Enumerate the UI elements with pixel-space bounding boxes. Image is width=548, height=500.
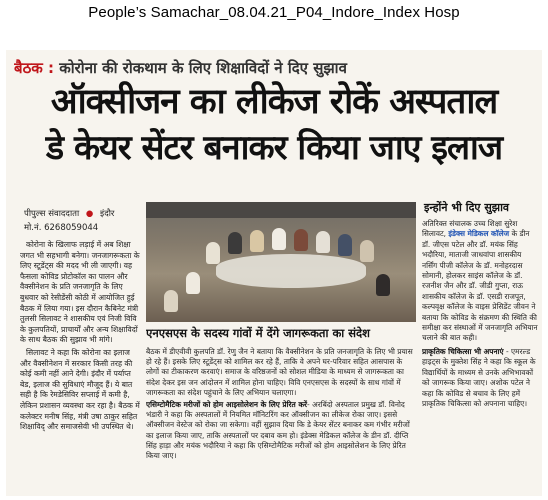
left-paragraph: कोरोना के खिलाफ लड़ाई में अब शिक्षा जगत भी सहभागी बनेगा। जनजागरूकता के लिए स्टूडेंट्स की मदद भी ली जाएगी। वह फैसला कोविड प्रोटोकॉल का पालन और वैक्सीनेशन के प्रति जनजागृति के लिए बुधवार को रेसीडेंसी कोठी में आयोजित हुई बैठक में लिया गया। इस दौरान कैबिनेट मंत्री तुलसी सिलावट ने शासकीय एवं निजी विवि के कुलपतियों, प्राचार्यों और अन्य शिक्षाविदों के साथ बैठक की सुझाव भी मांगे। <box>20 240 140 345</box>
photo-person <box>360 240 374 262</box>
photo-person <box>272 228 286 250</box>
byline <box>24 208 114 219</box>
photo-person <box>206 242 220 264</box>
photo-person <box>376 274 390 296</box>
headline-line-2: डे केयर सेंटर बनाकर किया जाए इलाज <box>45 128 503 168</box>
photo-person <box>316 231 330 253</box>
middle-paragraph-2 <box>146 400 416 461</box>
middle-column <box>146 347 416 493</box>
inline-text: - अरबिंदो अस्पताल प्रमुख डॉ. विनोद भंडारी ने कहा कि अस्पतालों में नियमित मॉनिटरिंग कर ऑक्सीजन का लीकेज रोका जाए। इससे ऑक्सीजन वेस्टेज को रोका जा सकेगा। वहीं सुझाव दिया कि डे केयर सेंटर बनाकर कम गंभीर मरीजों का इलाज किया जाए, ताकि अस्पतालों पर दबाव कम हो। इंडेक्स मेडिकल कॉलेज के डीन डॉ. दीप्ति सिंह हाड़ा और मयंक भदौरिया ने कहा कि एसिम्टोमैटिक मरीजों को होम आइसोलेशन के लिए प्रेरित किया जाए। <box>146 400 410 461</box>
sidebar-text: - एमरल्ड हाइट्स के मुक्तेश सिंह ने कहा कि स्कूल के विद्यार्थियों के माध्यम से उनके अभिभावकों को जागरूक किया जाए। अशोक पटेल ने कहा कि कोविड से बचाव के लिए हमें प्राकृतिक चिकित्सा को अपनाना चाहिए। <box>422 346 536 408</box>
meeting-photo <box>146 202 416 322</box>
photo-backdrop <box>146 202 416 218</box>
photo-person <box>338 234 352 256</box>
sidebar-paragraph <box>422 219 538 344</box>
photo-person <box>250 230 264 252</box>
photo-person <box>294 229 308 251</box>
sidebar-text: के डीन डॉ. जीएस पटेल और डॉ. मयंक सिंह भदौरिया, माताजी जाधवांपा शासकीय नर्सिंग पीजी कॉलेज के डॉ. मनोहरदास सोमानी, होलकर साइंस कॉलेज के डॉ. रजनीश जैन और डॉ. जीडी गुप्ता, राऊ शासकीय कॉलेज के डॉ. एसडी राजपूत, कल्पवृक्ष कॉलेज के वाइस प्रेसिडेंट जीवन ने बताया कि कोविड के संक्रमण की स्थिति की समीक्षा कर संस्थाओं में जनजागृति अभियान चलाने की बात कही। <box>422 229 538 343</box>
sidebar-text: अतिरिक्त संचालक उच्च शिक्षा सुरेश सिलावट, <box>422 219 518 239</box>
sidebar-box <box>422 200 538 494</box>
photo-person <box>164 290 178 312</box>
byline-separator-icon: ● <box>85 209 94 219</box>
left-paragraph: सिलावट ने कहा कि कोरोना का इलाज और वैक्सीनेशन में सरकार किसी तरह की कोई कमी नहीं आने देगी। इंदौर में पर्याप्त बेड, इलाज की सुविधाएं मौजूद हैं। ये बात सही है कि रेमडेसिविर सप्लाई में कमी है, लेकिन प्रशासन व्यवस्था कर रहा है। बैठक में कलेक्टर मनीष सिंह, मंत्री उषा ठाकुर सहित शिक्षाविद् और समाजसेवी भी उपस्थित थे। <box>20 347 140 432</box>
dateline-city: इंदौर <box>100 209 115 219</box>
image-caption: People’s Samachar_08.04.21_P04_Indore_Index Hosp <box>88 4 460 21</box>
middle-paragraph: बैठक में डीएवीवी कुलपति डॉ. रेणु जैन ने बताया कि वैक्सीनेशन के प्रति जनजागृति के लिए भी प्रयास हो रहे हैं। इसके लिए स्टूडेंट्स को शामिल कर रहे हैं, ताकि वे अपने घर-परिवार सहित आसपास के लोगों का टीकाकरण करवाएं। समाज के वरिष्ठजनों को सोशल मीडिया के माध्यम से जागरूकता का संदेश देकर इस जन आंदोलन में शामिल होना चाहिए। विवि एनएसएस के सदस्यों के साथ गांवों में जागरूकता का संदेश पहुंचाने के लिए अभियान चलाएगा। <box>146 347 413 397</box>
photo-table <box>216 254 366 288</box>
subhead: एनएसएस के सदस्य गांवों में देंगे जागरूकता का संदेश <box>146 326 370 340</box>
kicker-line <box>14 58 536 80</box>
sidebar-body <box>422 219 538 409</box>
kicker-tag: बैठक : <box>14 59 55 77</box>
sidebar-title: इन्होंने भी दिए सुझाव <box>424 201 510 214</box>
left-column <box>20 240 140 490</box>
newspaper-clipping <box>6 50 542 496</box>
sidebar-subhead: प्राकृतिक चिकित्सा भी अपनाएं <box>422 346 504 356</box>
kicker-text: कोरोना की रोकथाम के लिए शिक्षाविदों ने दिए सुझाव <box>59 59 347 77</box>
sidebar-paragraph-2 <box>422 347 538 409</box>
photo-person <box>228 232 242 254</box>
inline-subhead: एसिम्टोमैटिक मरीजों को होम आइसोलेशन के लिए प्रेरित करें <box>146 400 308 410</box>
reporter-mobile: मो.नं. 6268059044 <box>24 223 99 233</box>
highlighted-college-name: इंडेक्स मेडिकल कॉलेज <box>448 229 510 239</box>
reporter-name: पीपुल्स संवाददाता <box>24 209 80 219</box>
photo-person <box>186 272 200 294</box>
headline-line-1: ऑक्सीजन का लीकेज रोकें अस्पताल <box>50 82 498 122</box>
